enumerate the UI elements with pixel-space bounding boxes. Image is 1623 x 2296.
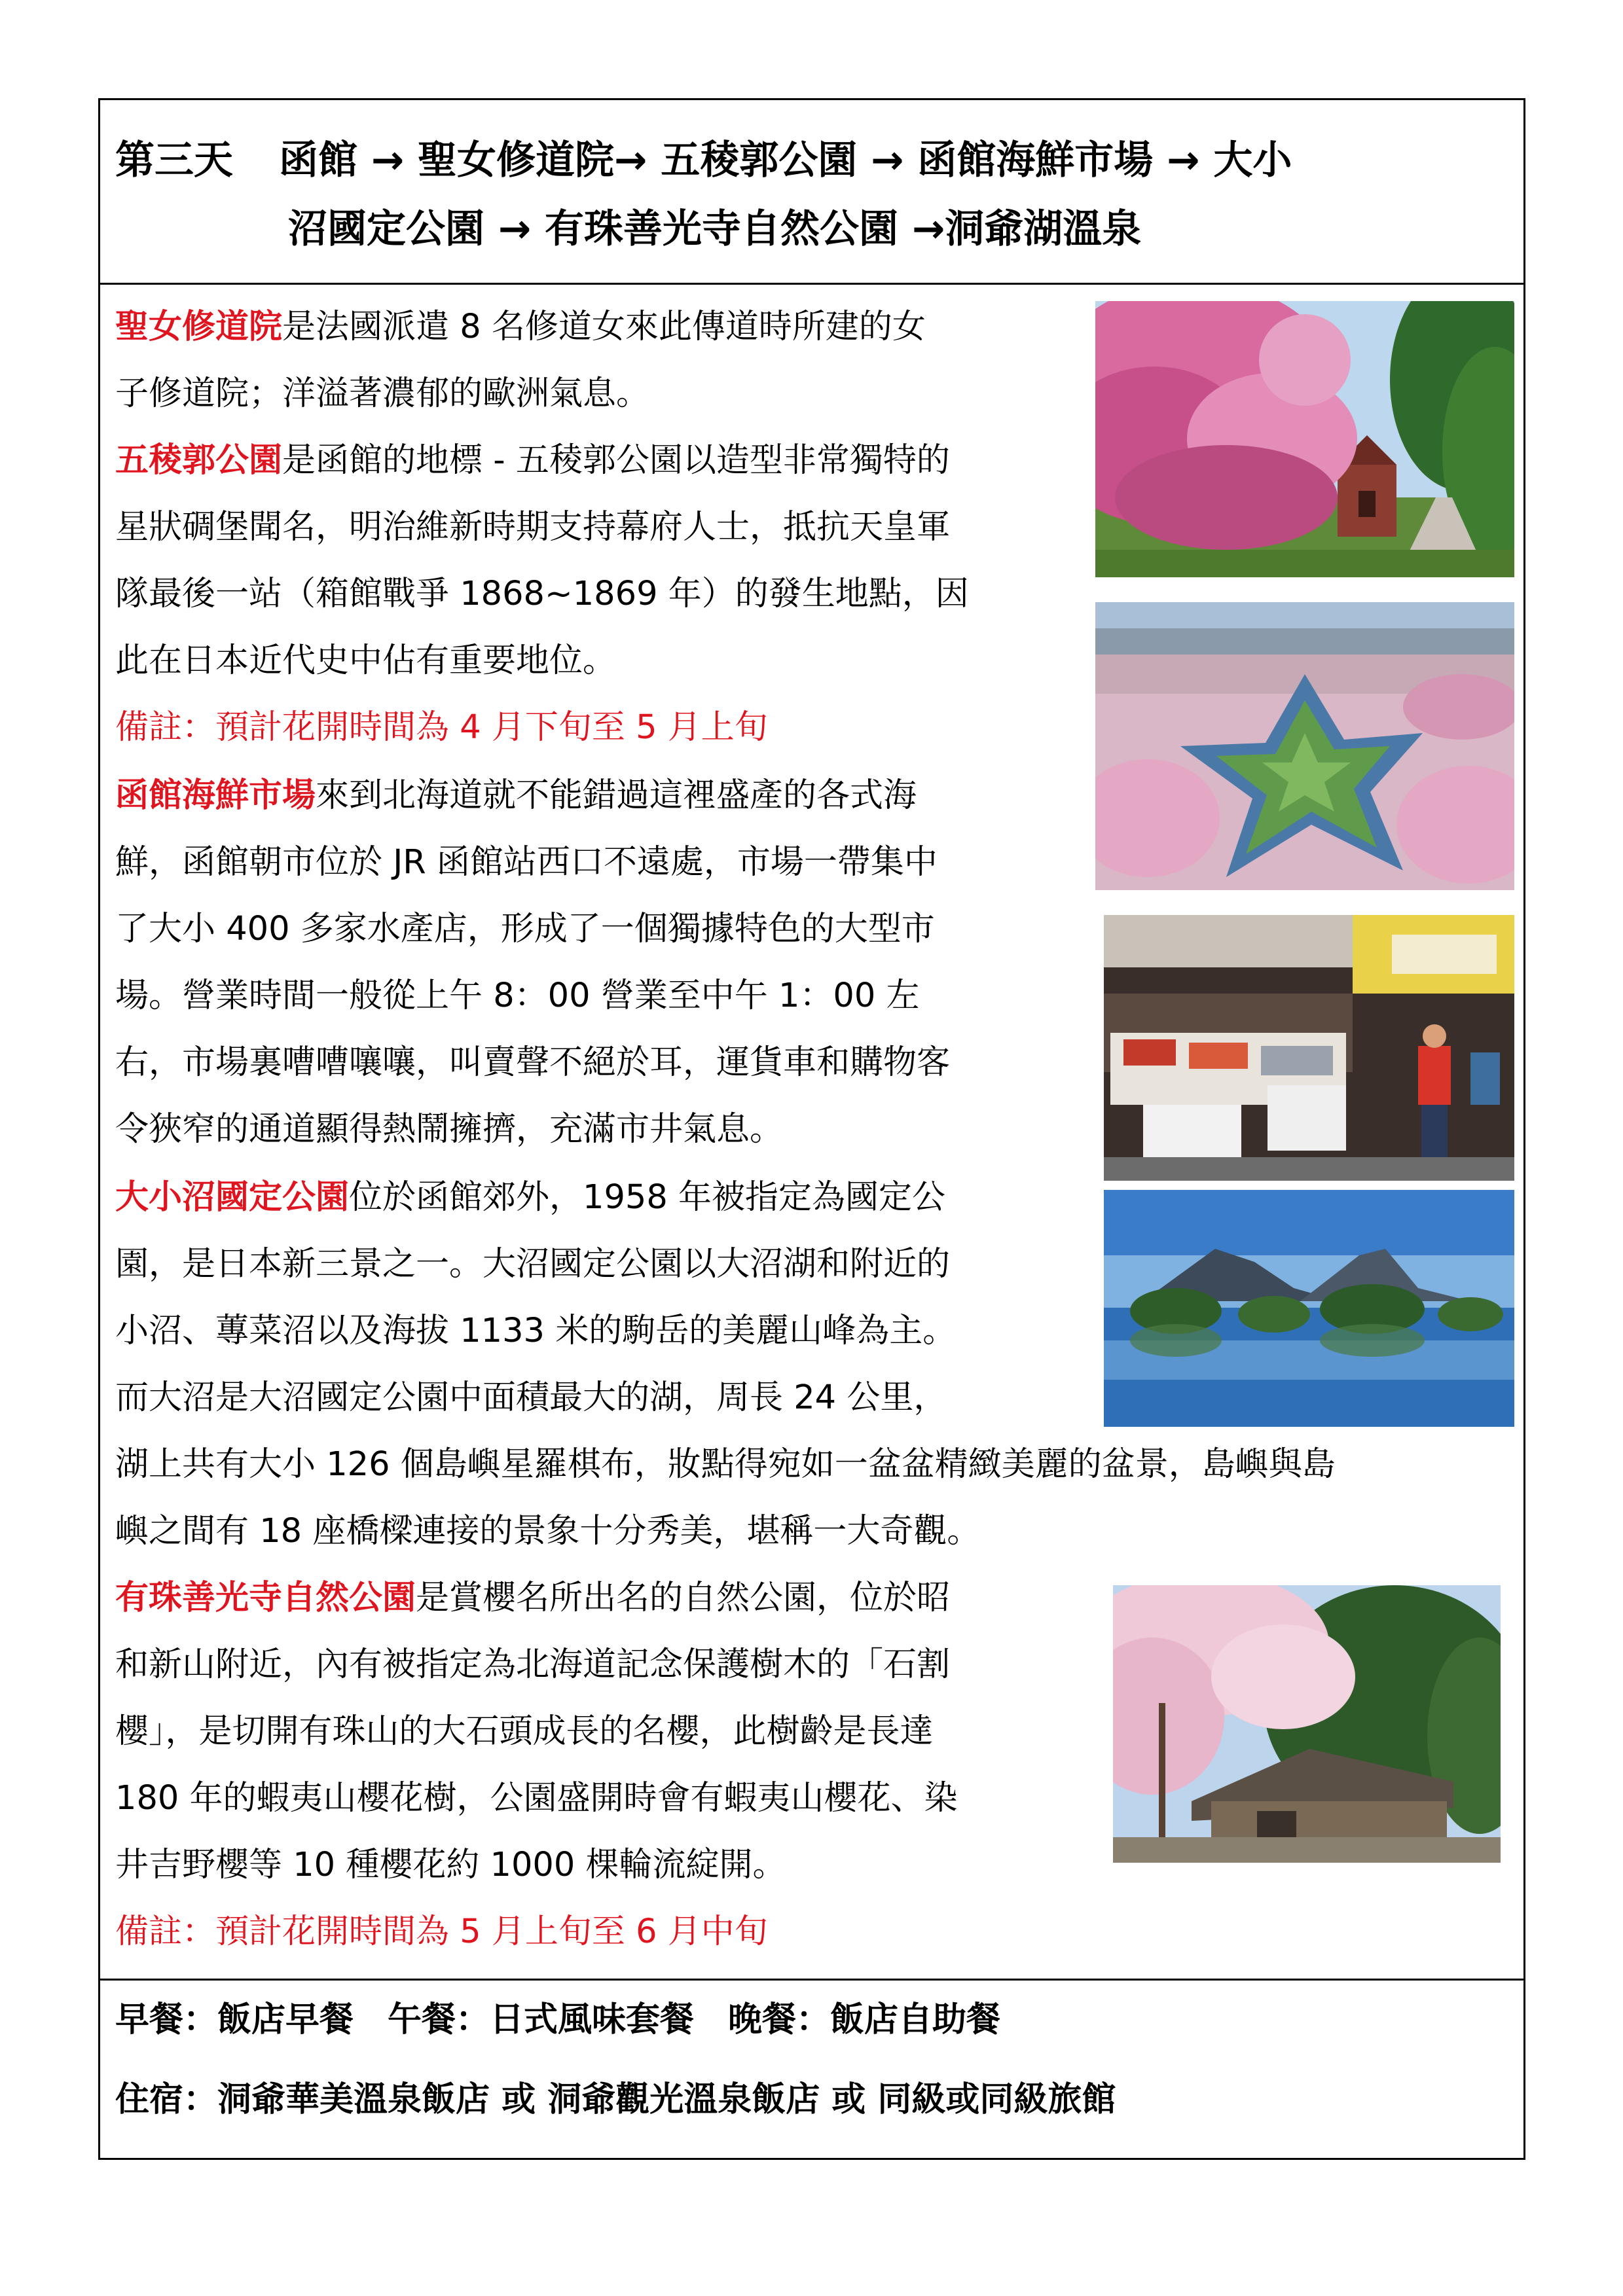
market-line1: 函館海鮮市場來到北海道就不能錯過這裡盛產的各式海 [115,776,917,815]
usu-line5: 井吉野櫻等 10 種櫻花約 1000 棵輪流綻開。 [115,1846,786,1884]
market-photo [1104,915,1514,1181]
onuma-line5: 湖上共有大小 126 個島嶼星羅棋布，妝點得宛如一盆盆精緻美麗的盆景，島嶼與島 [115,1445,1336,1484]
header-divider [98,283,1525,285]
onuma-name: 大小沼國定公園 [115,1178,350,1217]
usu-line3: 櫻」，是切開有珠山的大石頭成長的名櫻，此樹齡是長達 [115,1712,934,1751]
goryokaku-photo [1095,602,1514,890]
goryokaku-note: 備註：預計花開時間為 4 月下旬至 5 月上旬 [115,708,768,747]
market-line5: 右，市場裏嘈嘈嚷嚷，叫賣聲不絕於耳，運貨車和購物客 [115,1043,951,1082]
onuma-line3: 小沼、蓴菜沼以及海拔 1133 米的駒岳的美麗山峰為主。 [115,1312,957,1350]
market-line2: 鮮，函館朝市位於 JR 函館站西口不遠處，市場一帶集中 [115,843,938,882]
convent-name: 聖女修道院 [115,308,283,346]
onuma-photo [1104,1190,1514,1427]
route-line2: 沼國定公園 → 有珠善光寺自然公園 →洞爺湖溫泉 [288,206,1142,252]
usu-line4: 180 年的蝦夷山櫻花樹，公園盛開時會有蝦夷山櫻花、染 [115,1779,958,1818]
usu-line2: 和新山附近，內有被指定為北海道記念保護樹木的「石割 [115,1645,951,1684]
lodging-line: 住宿：洞爺華美溫泉飯店 或 洞爺觀光溫泉飯店 或 同級或同級旅館 [115,2080,1116,2119]
onuma-line2: 園，是日本新三景之一。大沼國定公園以大沼湖和附近的 [115,1245,951,1283]
meals-line: 早餐：飯店早餐 午餐：日式風味套餐 晚餐：飯店自助餐 [115,2000,1001,2039]
convent-line2: 子修道院；洋溢著濃郁的歐洲氣息。 [115,374,650,413]
onuma-line1: 大小沼國定公園位於函館郊外，1958 年被指定為國定公 [115,1178,946,1217]
goryokaku-line1: 五稜郭公園是函館的地標 - 五稜郭公園以造型非常獨特的 [115,441,950,480]
goryokaku-line4: 此在日本近代史中佔有重要地位。 [115,641,617,680]
usu-line1: 有珠善光寺自然公園是賞櫻名所出名的自然公園，位於昭 [115,1579,951,1617]
convent-line1: 聖女修道院是法國派遣 8 名修道女來此傳道時所建的女 [115,308,926,346]
day-label: 第三天 [115,137,233,183]
meals-divider [98,1979,1525,1981]
onuma-line4: 而大沼是大沼國定公園中面積最大的湖，周長 24 公里， [115,1378,947,1417]
market-line3: 了大小 400 多家水產店，形成了一個獨據特色的大型市 [115,910,935,948]
goryokaku-line3: 隊最後一站（箱館戰爭 1868~1869 年）的發生地點，因 [115,575,969,613]
market-line4: 場。營業時間一般從上午 8：00 營業至中午 1：00 左 [115,977,920,1015]
day-title-line1 [115,131,1292,190]
usu-name: 有珠善光寺自然公園 [115,1579,416,1617]
goryokaku-line2: 星狀碉堡聞名，明治維新時期支持幕府人士，抵抗天皇軍 [115,508,951,547]
goryokaku-name: 五稜郭公園 [115,441,283,480]
onuma-line6: 嶼之間有 18 座橋樑連接的景象十分秀美，堪稱一大奇觀。 [115,1512,981,1551]
convent-photo [1095,301,1514,577]
market-line6: 令狹窄的通道顯得熱鬧擁擠，充滿市井氣息。 [115,1110,784,1149]
usu-note: 備註：預計花開時間為 5 月上旬至 6 月中旬 [115,1912,768,1951]
route-line1: 函館 → 聖女修道院→ 五稜郭公園 → 函館海鮮市場 → 大小 [279,137,1292,183]
usu-photo [1113,1585,1501,1863]
market-name: 函館海鮮市場 [115,776,316,815]
